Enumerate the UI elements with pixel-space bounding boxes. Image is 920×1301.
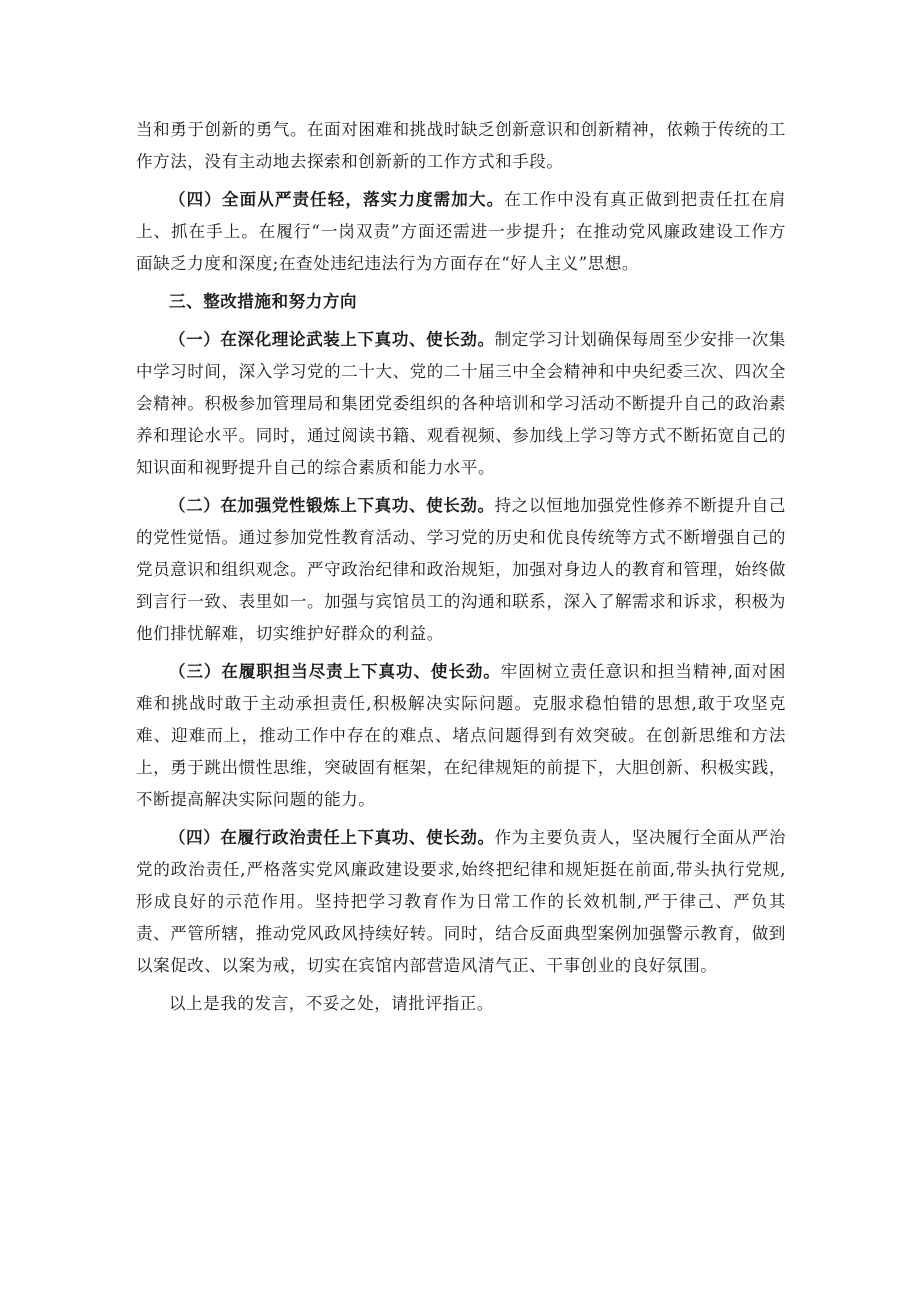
paragraph-measure-4 bbox=[136, 822, 786, 982]
section-heading: 三、整改措施和努力方向 bbox=[169, 292, 358, 311]
paragraph-measure-1 bbox=[136, 324, 786, 484]
paragraph-lead: （三）在履职担当尽责上下真功、使长劲。 bbox=[169, 662, 501, 681]
paragraph-issue-4 bbox=[136, 184, 786, 280]
paragraph-measure-3 bbox=[136, 656, 786, 816]
paragraph-lead: （二）在加强党性锻炼上下真功、使长劲。 bbox=[169, 496, 495, 515]
paragraph-text: 在工作中没有真正做到把责任扛在肩上、抓在手上。在履行“一岗双责”方面还需进一步提升；在推动党风廉政建设工作方面缺乏力度和深度;在查处违纪违法行为方面存在“好人主义”思想。 bbox=[136, 190, 786, 273]
paragraph-text: 牢固树立责任意识和担当精神,面对困难和挑战时敢于主动承担责任,积极解决实际问题。克服求稳怕错的思想,敢于攻坚克难、迎难而上，推动工作中存在的难点、堵点问题得到有效突破。在创新思维和方法上，勇于跳出惯性思维，突破固有框架，在纪律规矩的前提下，大胆创新、积极实践，不断提高解决实际问题的能力。 bbox=[136, 662, 786, 809]
paragraph-closing bbox=[136, 988, 786, 1020]
paragraph-lead: （一）在深化理论武装上下真功、使长劲。 bbox=[169, 330, 495, 349]
paragraph-text: 以上是我的发言，不妥之处，请批评指正。 bbox=[169, 994, 494, 1013]
paragraph-text: 制定学习计划确保每周至少安排一次集中学习时间，深入学习党的二十大、党的二十届三中全会精神和中央纪委三次、四次全会精神。积极参加管理局和集团党委组织的各种培训和学习活动不断提升自己的政治素养和理论水平。同时，通过阅读书籍、观看视频、参加线上学习等方式不断拓宽自己的知识面和视野提升自己的综合素质和能力水平。 bbox=[136, 330, 786, 477]
paragraph-lead: （四）在履行政治责任上下真功、使长劲。 bbox=[169, 828, 495, 847]
paragraph-lead: （四）全面从严责任轻，落实力度需加大。 bbox=[169, 190, 505, 209]
document-page bbox=[136, 114, 786, 1020]
paragraph-continuation bbox=[136, 114, 786, 178]
paragraph-text: 作为主要负责人，坚决履行全面从严治党的政治责任,严格落实党风廉政建设要求,始终把纪律和规矩挺在前面,带头执行党规,形成良好的示范作用。坚持把学习教育作为日常工作的长效机制,严于律己、严负其责、严管所辖，推动党风政风持续好转。同时，结合反面典型案例加强警示教育，做到以案促改、以案为戒，切实在宾馆内部营造风清气正、干事创业的良好氛围。 bbox=[136, 828, 786, 975]
paragraph-text: 当和勇于创新的勇气。在面对困难和挑战时缺乏创新意识和创新精神，依赖于传统的工作方法，没有主动地去探索和创新新的工作方式和手段。 bbox=[136, 120, 786, 171]
paragraph-measure-2 bbox=[136, 490, 786, 650]
paragraph-text: 持之以恒地加强党性修养不断提升自己的党性觉悟。通过参加党性教育活动、学习党的历史和优良传统等方式不断增强自己的党员意识和组织观念。严守政治纪律和政治规矩，加强对身边人的教育和管理，始终做到言行一致、表里如一。加强与宾馆员工的沟通和联系，深入了解需求和诉求，积极为他们排忧解难，切实维护好群众的利益。 bbox=[136, 496, 786, 643]
